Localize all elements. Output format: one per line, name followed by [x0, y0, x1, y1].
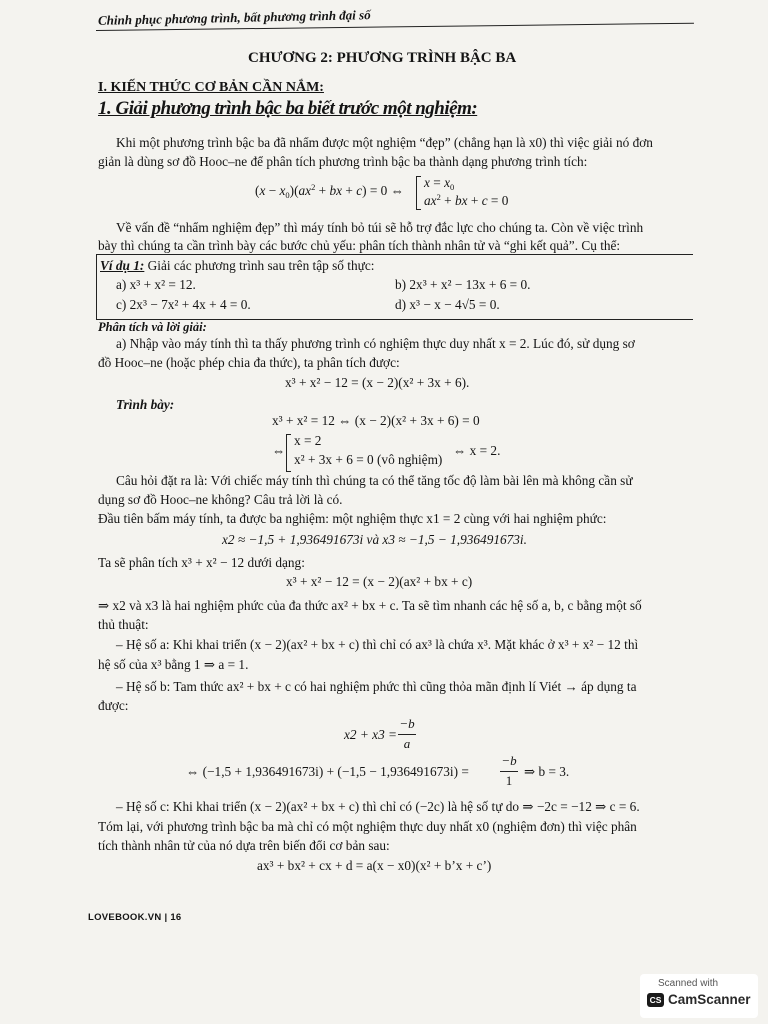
question-line-1: Câu hỏi đặt ra là: Với chiếc máy tính thì chúng ta có thể tăng tốc độ làm bài lên mà không cần sử [116, 473, 633, 488]
factor-formula-left: $(x - x_0)(ax^2$ + bx + c) = 0 ⇔ [255, 182, 404, 200]
example-header [100, 257, 374, 275]
presentation-result: ⇔ x = 2. [453, 443, 501, 458]
factorization-eq: x³ + x² − 12 = (x − 2)(x² + 3x + 6). [285, 375, 470, 390]
presentation-row-2: x² + 3x + 6 = 0 (vô nghiệm) [294, 452, 443, 467]
final-identity: ax³ + bx² + cx + d = a(x − x0)(x² + b’x + c’) [257, 858, 492, 873]
solution-a-line-1: a) Nhập vào máy tính thì ta thấy phương trình có nghiệm thực duy nhất x = 2. Lúc đó, sử dụng sơ [116, 336, 635, 351]
summary-line-1: Tóm lại, với phương trình bậc ba mà chỉ có một nghiệm thực duy nhất x0 (nghiệm đơn) thì việc phân [98, 819, 637, 834]
intro-line-4: bày thì chúng ta cần trình bày các bước chủ yếu: phân tích thành nhân tử và “ghi kết quả”. Cụ thể: [98, 238, 621, 253]
watermark-caption: Scanned with [658, 978, 719, 989]
page-footer: LOVEBOOK.VN | 16 [88, 912, 182, 923]
presentation-eq-1: x³ + x² = 12 ⇔ (x − 2)(x² + 3x + 6) = 0 [272, 413, 480, 428]
example-a: a) x³ + x² = 12. [116, 277, 196, 292]
example-label: Ví dụ 1: [100, 258, 145, 273]
vieta-sum-denominator: 1 [505, 773, 513, 788]
vieta-numerator: −b [399, 716, 415, 731]
presentation-row-1: x = 2 [294, 433, 322, 448]
subsection-heading: 1. Giải phương trình bậc ba biết trước một nghiệm: [98, 98, 478, 119]
example-c: c) 2x³ − 7x² + 4x + 4 = 0. [116, 297, 251, 312]
chapter-title: CHƯƠNG 2: PHƯƠNG TRÌNH BẬC BA [248, 50, 517, 66]
vieta-sum-numerator: −b [501, 753, 517, 768]
factor-formula-row-1: $x = x_0$ [424, 175, 455, 192]
question-line-2: dụng sơ đồ Hooc–ne không? Câu trả lời là có. [98, 492, 343, 507]
vieta-denominator: a [403, 736, 411, 751]
system-bracket [416, 176, 421, 210]
example-b: b) 2x³ + x² − 13x + 6 = 0. [395, 277, 531, 292]
equivalence-symbol: ⇔ [272, 443, 286, 458]
roots-line-2: thủ thuật: [98, 617, 149, 632]
vieta-lhs: x2 + x3 = [344, 727, 398, 742]
vieta-sum-result: ⇒ b = 3. [524, 764, 570, 779]
summary-line-2: tích thành nhân tử của nó dựa trên biến đổi cơ bản sau: [98, 838, 390, 853]
complex-roots: x2 ≈ −1,5 + 1,936491673i và x3 ≈ −1,5 − 1,936491673i. [222, 532, 527, 547]
presentation-label: Trình bày: [116, 397, 175, 412]
running-header: Chinh phục phương trình, bất phương trình đại số [97, 7, 371, 28]
coef-a-line-1: – Hệ số a: Khi khai triển (x − 2)(ax² + bx + c) thì chỉ có ax³ là chứa x³. Mặt khác ở x³ + x² − 12 thì [116, 637, 639, 652]
section-heading: I. KIẾN THỨC CƠ BẢN CẦN NẮM: [98, 80, 324, 95]
form-intro: Ta sẽ phân tích x³ + x² − 12 dưới dạng: [98, 555, 305, 570]
presentation-bracket [286, 434, 291, 472]
watermark-brand: CamScanner [668, 992, 751, 1007]
intro-line-3: Về vấn đề “nhẩm nghiệm đẹp” thì máy tính bỏ túi sẽ hỗ trợ đắc lực cho chúng ta. Còn về việc trình [116, 220, 644, 235]
factor-formula-row-2: $ax^2$ + bx + c = 0 [424, 192, 509, 208]
example-d: d) x³ − x − 4√5 = 0. [395, 297, 500, 312]
intro-line-1: Khi một phương trình bậc ba đã nhẩm được một nghiệm “đẹp” (chẳng hạn là x0) thì việc giải nó đơn [116, 135, 653, 150]
coef-b-line-1: – Hệ số b: Tam thức ax² + bx + c có hai nghiệm phức thì cũng thỏa mãn định lí Viét → áp dụng ta [116, 679, 637, 694]
vieta-sum-lhs: ⇔ (−1,5 + 1,936491673i) + (−1,5 − 1,936491673i) = [186, 764, 469, 779]
vieta-fraction-bar [398, 734, 416, 735]
roots-line-1: ⇒ x2 và x3 là hai nghiệm phức của đa thức ax² + bx + c. Ta sẽ tìm nhanh các hệ số a, b, c bằng một số [98, 598, 642, 613]
solution-heading: Phân tích và lời giải: [98, 320, 207, 334]
solution-a-line-2: đồ Hooc–ne (hoặc phép chia đa thức), ta phân tích được: [98, 355, 400, 370]
form-eq: x³ + x² − 12 = (x − 2)(ax² + bx + c) [286, 574, 473, 589]
vieta-sum-fraction-bar [500, 771, 518, 772]
camscanner-logo-icon: CS [647, 993, 664, 1007]
example-prompt: Giải các phương trình sau trên tập số thực: [147, 258, 375, 273]
intro-line-2: giản là dùng sơ đồ Hooc–ne để phân tích phương trình bậc ba thành dạng phương trình tích: [98, 154, 588, 169]
coef-b-line-2: được: [98, 698, 129, 713]
coef-a-line-2: hệ số của x³ bằng 1 ⇒ a = 1. [98, 657, 249, 672]
question-line-3: Đầu tiên bấm máy tính, ta được ba nghiệm: một nghiệm thực x1 = 2 cùng với hai nghiệm phức: [98, 511, 607, 526]
coef-c-line: – Hệ số c: Khi khai triển (x − 2)(ax² + bx + c) thì chỉ có (−2c) là hệ số tự do ⇒ −2c = −12 ⇒ c = 6. [116, 799, 640, 814]
